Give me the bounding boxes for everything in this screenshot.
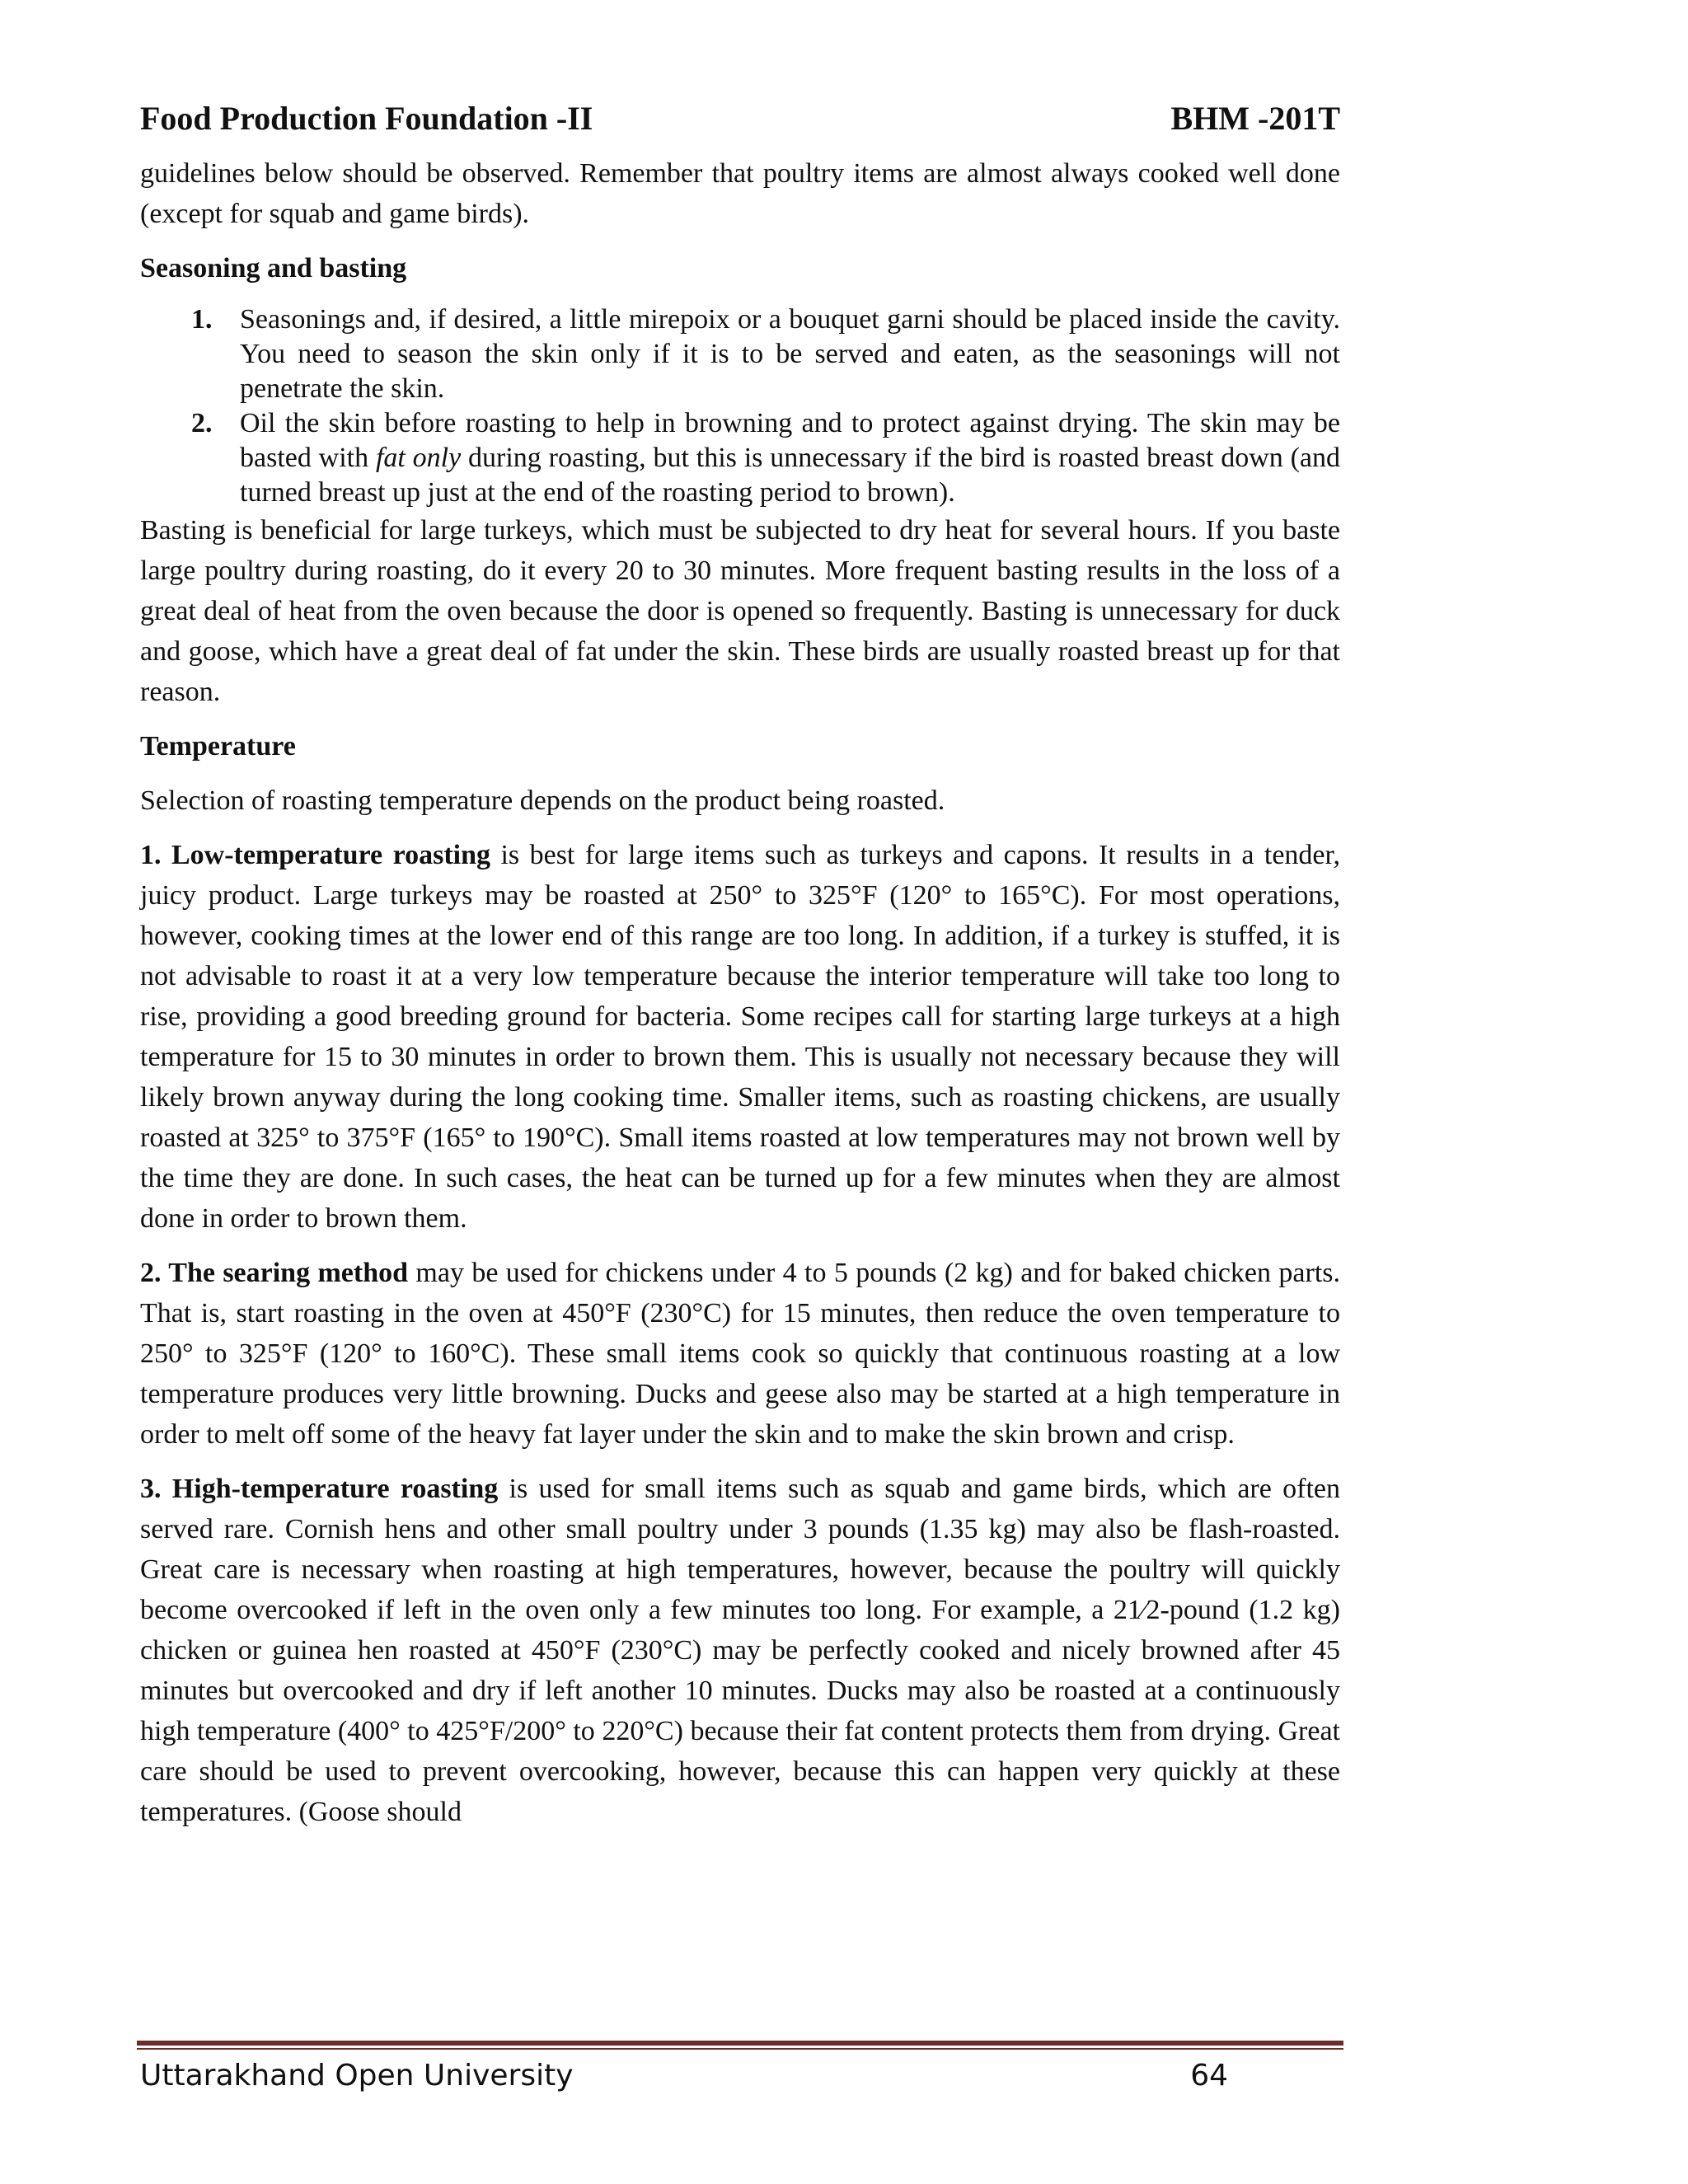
- paragraph-lead: 1. Low-temperature roasting: [140, 840, 490, 870]
- seasoning-list: [140, 302, 1340, 510]
- header-course-title: Food Production Foundation -II: [140, 100, 593, 137]
- page-footer: [140, 2055, 1228, 2097]
- list-item-emphasis: fat only: [375, 443, 462, 473]
- page-content: [140, 153, 1340, 1832]
- paragraph-body: is best for large items such as turkeys and capons. It results in a tender, juicy product. Large turkeys may be roasted at 250° to 325°F (120° to 165°C). For most operations, however, cooking times at the lower end of this range are too long. In addition, if a turkey is stuffed, it is not advisable to roast it at a very low temperature because the interior temperature will take too long to rise, providing a good breeding ground for bacteria. Some recipes call for starting large turkeys at a high temperature for 15 to 30 minutes in order to brown them. This is usually not necessary because they will likely brown anyway during the long cooking time. Smaller items, such as roasting chickens, are usually roasted at 325° to 375°F (165° to 190°C). Small items roasted at low temperatures may not brown well by the time they are done. In such cases, the heat can be turned up for a few minutes when they are almost done in order to brown them.: [140, 840, 1340, 1234]
- list-item-text-before: Oil the skin before roasting to help in browning and to protect against drying. The skin may be basted with: [240, 408, 1340, 473]
- section-heading-seasoning: Seasoning and basting: [140, 253, 407, 284]
- basting-paragraph: Basting is beneficial for large turkeys, which must be subjected to dry heat for several hours. If you baste large poultry during roasting, do it every 20 to 30 minutes. More frequent basting results in the loss of a great deal of heat from the oven because the door is opened so frequently. Basting is unnecessary for duck and goose, which have a great deal of fat under the skin. These birds are usually roasted breast up for that reason.: [140, 515, 1340, 707]
- footer-divider-thick: [137, 2041, 1343, 2046]
- footer-divider: [137, 2041, 1343, 2050]
- temperature-intro: Selection of roasting temperature depends on the product being roasted.: [140, 785, 945, 816]
- list-item: [140, 302, 1340, 406]
- footer-divider-thin: [137, 2048, 1343, 2050]
- list-item: [140, 406, 1340, 510]
- searing-method-paragraph: [140, 1253, 1340, 1455]
- paragraph-lead: 2. The searing method: [140, 1258, 409, 1288]
- list-item-number: 1.: [191, 304, 213, 335]
- section-heading-temperature: Temperature: [140, 731, 296, 762]
- high-temperature-paragraph: [140, 1469, 1340, 1832]
- header-course-code: BHM -201T: [1170, 100, 1340, 137]
- page-number: 64: [1190, 2059, 1228, 2093]
- footer-university: Uttarakhand Open University: [140, 2059, 574, 2093]
- page-header: [140, 96, 1340, 142]
- list-item-number: 2.: [191, 408, 213, 438]
- paragraph-body: is used for small items such as squab and game birds, which are often served rare. Cornish hens and other small poultry under 3 pounds (1.35 kg) may also be flash-roasted. Great care is necessary when roasting at high temperatures, however, because the poultry will quickly become overcooked if left in the oven only a few minutes too long. For example, a 21⁄2-pound (1.2 kg) chicken or guinea hen roasted at 450°F (230°C) may be perfectly cooked and nicely browned after 45 minutes but overcooked and dry if left another 10 minutes. Ducks may also be roasted at a continuously high temperature (400° to 425°F/200° to 220°C) because their fat content protects them from drying. Great care should be used to prevent overcooking, however, because this can happen very quickly at these temperatures. (Goose should: [140, 1474, 1340, 1827]
- list-item-text: Seasonings and, if desired, a little mirepoix or a bouquet garni should be placed inside the cavity. You need to season the skin only if it is to be served and eaten, as the seasonings will not penetrate the skin.: [240, 304, 1340, 404]
- intro-paragraph: guidelines below should be observed. Remember that poultry items are almost always cooked well done (except for squab and game birds).: [140, 158, 1340, 229]
- paragraph-lead: 3. High-temperature roasting: [140, 1474, 499, 1504]
- low-temperature-paragraph: [140, 835, 1340, 1239]
- list-item-text-after: during roasting, but this is unnecessary if the bird is roasted breast down (and turned breast up just at the end of the roasting period to brown).: [240, 443, 1340, 508]
- paragraph-body: may be used for chickens under 4 to 5 pounds (2 kg) and for baked chicken parts. That is, start roasting in the oven at 450°F (230°C) for 15 minutes, then reduce the oven temperature to 250° to 325°F (120° to 160°C). These small items cook so quickly that continuous roasting at a low temperature produces very little browning. Ducks and geese also may be started at a high temperature in order to melt off some of the heavy fat layer under the skin and to make the skin brown and crisp.: [140, 1258, 1340, 1450]
